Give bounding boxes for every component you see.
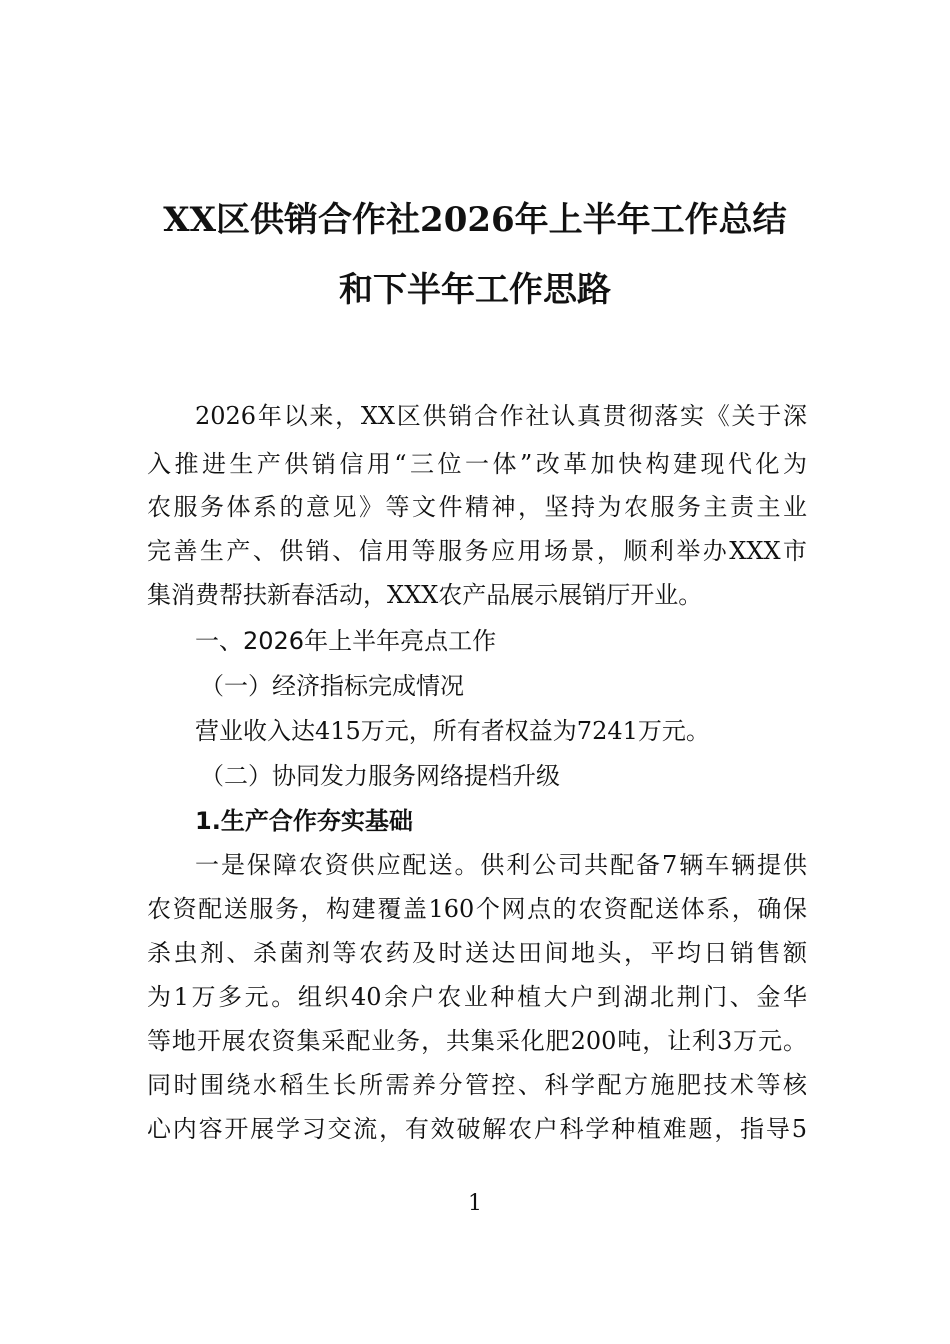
intro-paragraph-line: 农服务体系的意见》等文件精神，坚持为农服务主责主业 — [147, 493, 807, 521]
document-title-line-2: 和下半年工作思路 — [339, 270, 611, 310]
section-heading-2a: （一）经济指标完成情况 — [200, 672, 464, 700]
body-paragraph-line: 心内容开展学习交流，有效破解农户科学种植难题，指导5 — [147, 1115, 807, 1143]
section-heading-3: 1.生产合作夯实基础 — [195, 807, 413, 835]
economic-indicators-line: 营业收入达415万元，所有者权益为7241万元。 — [195, 717, 710, 745]
section-heading-1: 一、2026年上半年亮点工作 — [195, 627, 497, 655]
intro-paragraph-line: 2026年以来，XX区供销合作社认真贯彻落实《关于深 — [195, 402, 807, 430]
body-paragraph-line: 一是保障农资供应配送。供利公司共配备7辆车辆提供 — [195, 851, 807, 879]
body-paragraph-line: 杀虫剂、杀菌剂等农药及时送达田间地头，平均日销售额 — [147, 939, 807, 967]
document-title-line-1: XX区供销合作社2026年上半年工作总结 — [163, 200, 787, 240]
section-heading-2b: （二）协同发力服务网络提档升级 — [200, 762, 560, 790]
page-number: 1 — [468, 1191, 482, 1216]
body-paragraph-line: 为1万多元。组织40余户农业种植大户到湖北荆门、金华 — [147, 983, 807, 1011]
intro-paragraph-line: 完善生产、供销、信用等服务应用场景，顺利举办XXX市 — [147, 537, 807, 565]
intro-paragraph-line: 集消费帮扶新春活动，XXX农产品展示展销厅开业。 — [147, 581, 703, 609]
body-paragraph-line: 等地开展农资集采配业务，共集采化肥200吨，让利3万元。 — [147, 1027, 807, 1055]
intro-paragraph-line: 入推进生产供销信用“三位一体”改革加快构建现代化为 — [147, 450, 807, 478]
body-paragraph-line: 农资配送服务，构建覆盖160个网点的农资配送体系，确保 — [147, 895, 807, 923]
body-paragraph-line: 同时围绕水稻生长所需养分管控、科学配方施肥技术等核 — [147, 1071, 807, 1099]
